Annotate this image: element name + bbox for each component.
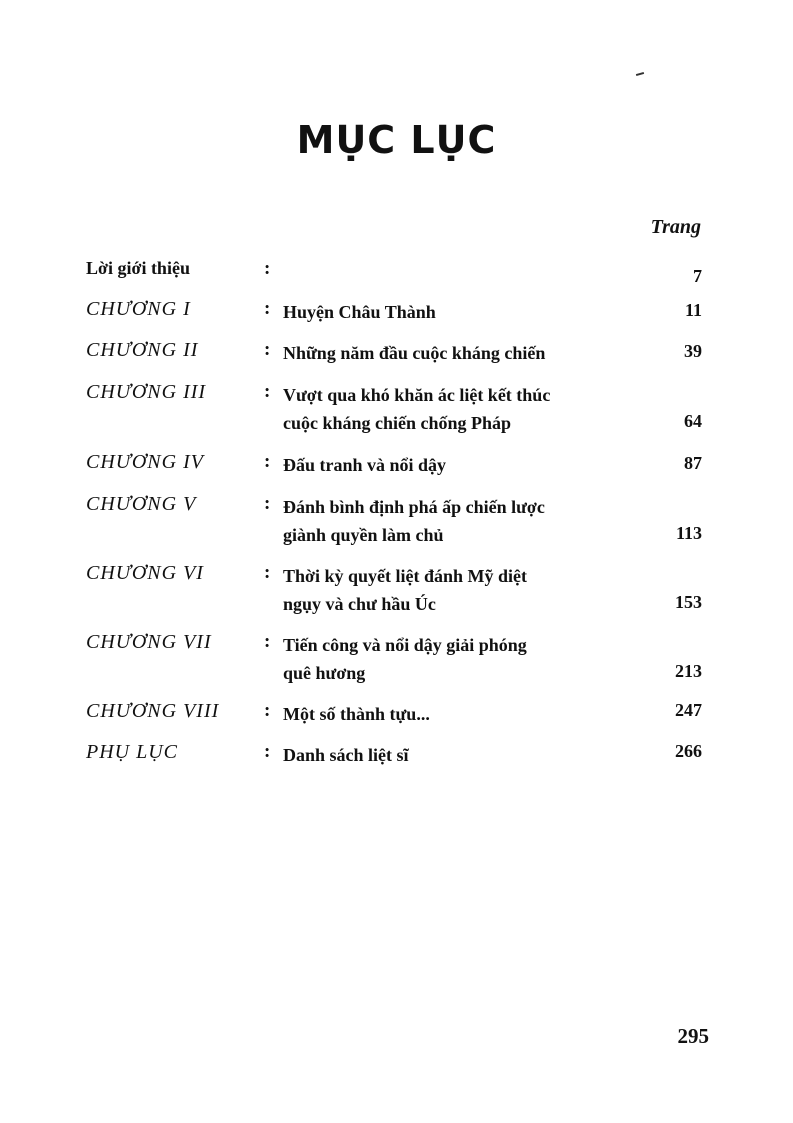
entry-title-line: Thời kỳ quyết liệt đánh Mỹ diệt bbox=[283, 566, 528, 586]
entry-title bbox=[283, 381, 643, 437]
entry-title-line: Một số thành tựu... bbox=[283, 704, 430, 724]
entry-title-line: cuộc kháng chiến chống Pháp bbox=[283, 413, 512, 433]
entry-page-number: 113 bbox=[675, 523, 702, 543]
entry-title-line: Huyện Châu Thành bbox=[283, 302, 436, 322]
entry-title bbox=[283, 298, 643, 326]
page-title: MỤC LỤC bbox=[296, 118, 497, 162]
entry-title-line: Danh sách liệt sĩ bbox=[283, 745, 409, 765]
entry-separator: : bbox=[264, 258, 271, 279]
entry-label: CHƯƠNG VI bbox=[86, 562, 204, 584]
toc-entry-appendix[interactable] bbox=[86, 741, 702, 771]
entry-title-line: giành quyền làm chủ bbox=[283, 525, 444, 545]
entry-separator: : bbox=[264, 631, 271, 652]
toc-entry-intro[interactable] bbox=[86, 258, 702, 288]
entry-separator: : bbox=[264, 562, 271, 583]
toc-entry-chapter-6[interactable] bbox=[86, 562, 702, 622]
entry-separator: : bbox=[264, 298, 271, 319]
entry-title bbox=[283, 493, 643, 549]
entry-page-number: 39 bbox=[684, 341, 702, 361]
entry-label: CHƯƠNG II bbox=[86, 339, 199, 361]
entry-page-number: 87 bbox=[684, 453, 702, 473]
entry-separator: : bbox=[264, 493, 271, 514]
entry-title-line: Tiến công và nổi dậy giải phóng bbox=[283, 635, 527, 655]
entry-title bbox=[283, 700, 643, 728]
entry-label: Lời giới thiệu bbox=[86, 258, 190, 278]
entry-separator: : bbox=[264, 700, 271, 721]
entry-title-line: Vượt qua khó khăn ác liệt kết thúc bbox=[283, 385, 551, 405]
entry-page-number: 247 bbox=[675, 700, 702, 720]
entry-label: CHƯƠNG I bbox=[86, 298, 191, 320]
entry-separator: : bbox=[264, 381, 271, 402]
entry-separator: : bbox=[264, 741, 271, 762]
toc-entry-chapter-2[interactable] bbox=[86, 339, 702, 369]
entry-label: CHƯƠNG VII bbox=[86, 631, 212, 653]
entry-label: CHƯƠNG VIII bbox=[86, 700, 220, 722]
scan-speck bbox=[636, 72, 644, 76]
entry-title-line: quê hương bbox=[283, 663, 366, 683]
entry-label: CHƯƠNG IV bbox=[86, 451, 204, 473]
toc-entry-chapter-7[interactable] bbox=[86, 631, 702, 691]
entry-separator: : bbox=[264, 339, 271, 360]
entry-title bbox=[283, 451, 643, 479]
entry-label: PHỤ LỤC bbox=[86, 741, 179, 763]
page-column-header: Trang bbox=[650, 216, 701, 238]
entry-title bbox=[283, 631, 643, 687]
toc-entry-chapter-5[interactable] bbox=[86, 493, 702, 553]
toc-entry-chapter-4[interactable] bbox=[86, 451, 702, 481]
entry-title-line: ngụy và chư hầu Úc bbox=[283, 594, 436, 614]
entry-title bbox=[283, 741, 643, 769]
entry-page-number: 64 bbox=[684, 411, 702, 431]
entry-separator: : bbox=[264, 451, 271, 472]
toc-entry-chapter-8[interactable] bbox=[86, 700, 702, 730]
entry-title-line: Những năm đầu cuộc kháng chiến bbox=[283, 343, 546, 363]
toc-entry-chapter-3[interactable] bbox=[86, 381, 702, 441]
entry-title-line: Đấu tranh và nổi dậy bbox=[283, 455, 447, 475]
entry-page-number: 266 bbox=[675, 741, 702, 761]
entry-title-line: Đánh bình định phá ấp chiến lược bbox=[283, 497, 545, 517]
footer-page-number: 295 bbox=[677, 1024, 709, 1048]
entry-page-number: 213 bbox=[675, 661, 702, 681]
entry-page-number: 7 bbox=[693, 266, 702, 286]
entry-label: CHƯƠNG V bbox=[86, 493, 197, 515]
entry-page-number: 153 bbox=[675, 592, 702, 612]
entry-label: CHƯƠNG III bbox=[86, 381, 207, 403]
toc-entry-chapter-1[interactable] bbox=[86, 298, 702, 328]
entry-title bbox=[283, 562, 643, 618]
entry-page-number: 11 bbox=[684, 300, 702, 320]
entry-title bbox=[283, 339, 643, 367]
